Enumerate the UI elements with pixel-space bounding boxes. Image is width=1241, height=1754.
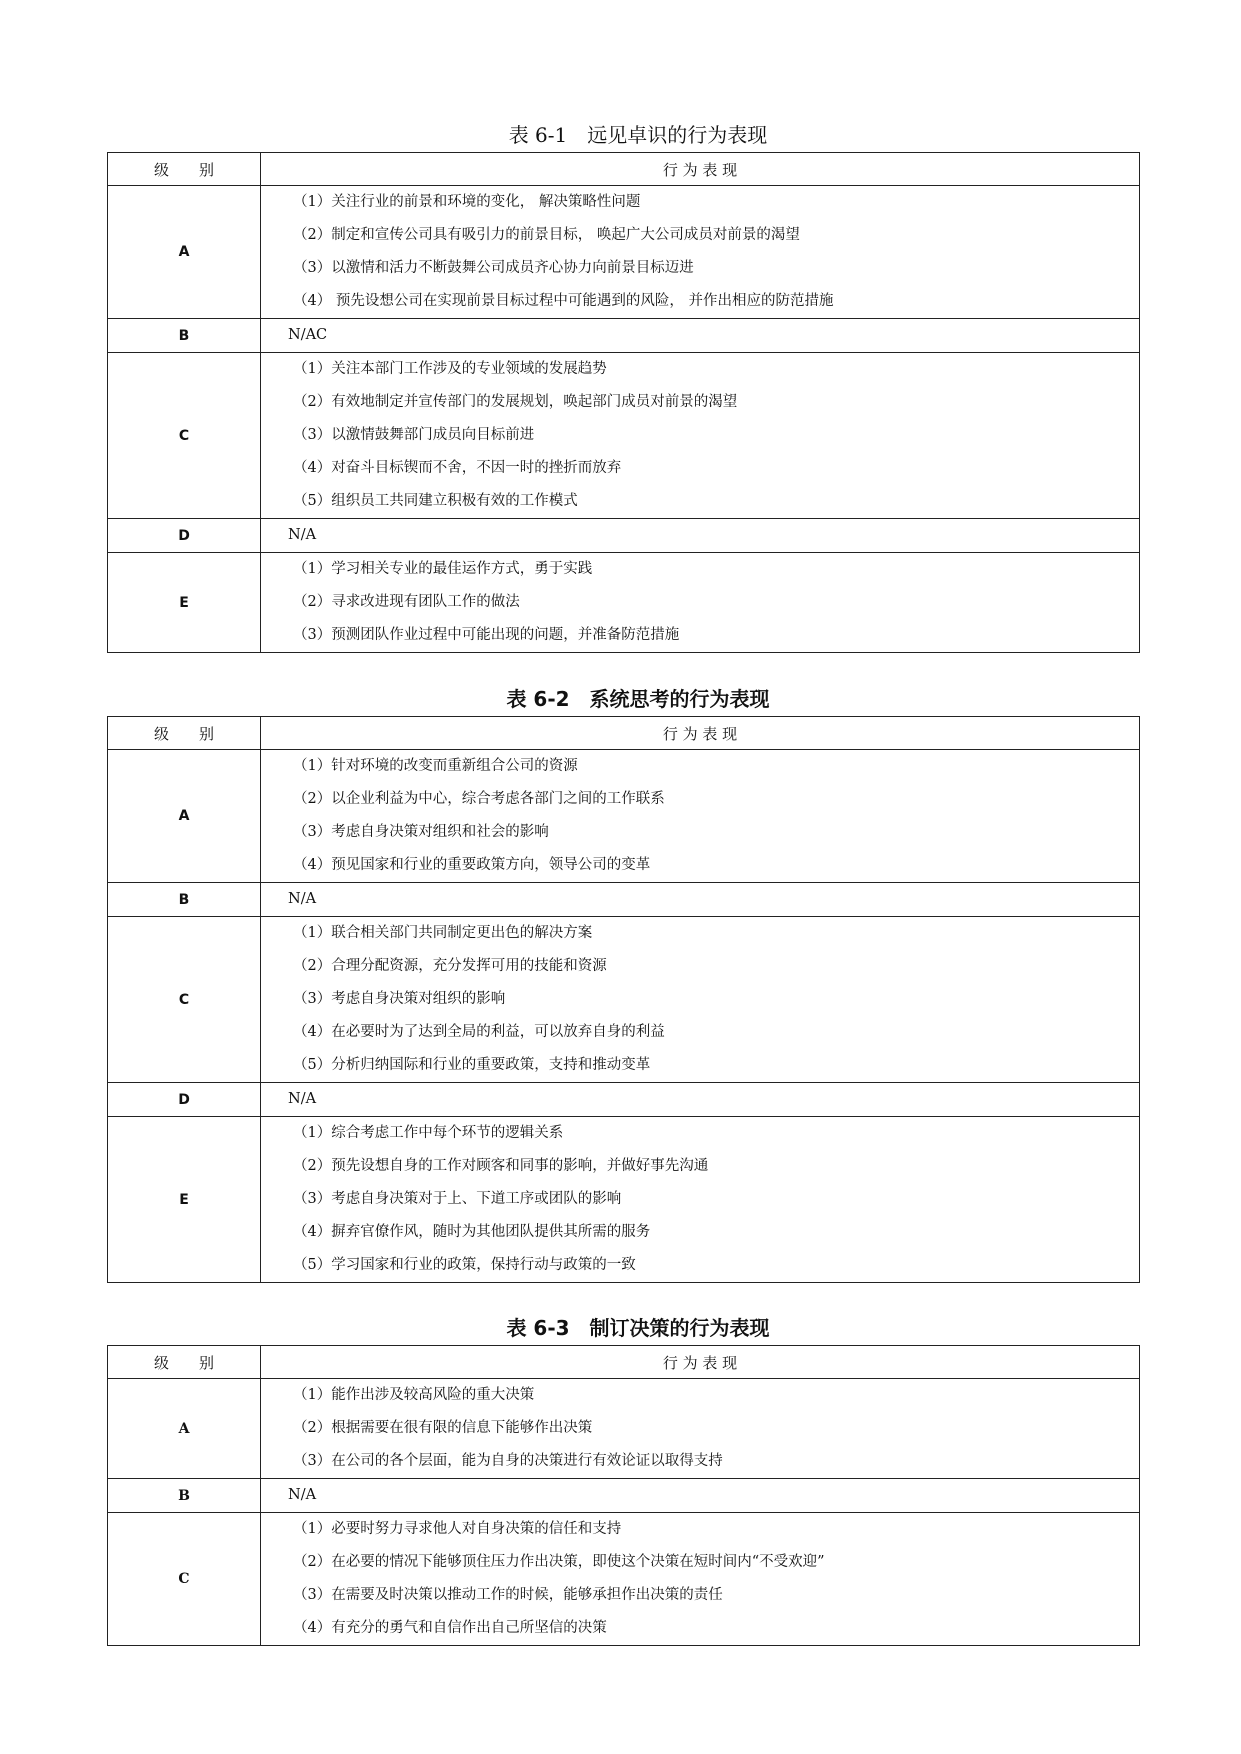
behavior-item: （2）寻求改进现有团队工作的做法	[293, 594, 520, 610]
level-cell: D	[108, 519, 261, 553]
table-row	[108, 1117, 1140, 1283]
behavior-cell: N/AC	[261, 319, 1140, 353]
behavior-item: （2）在必要的情况下能够顶住压力作出决策，即使这个决策在短时间内“不受欢迎”	[293, 1554, 825, 1570]
table-row	[108, 319, 1140, 353]
table-row	[108, 1513, 1140, 1646]
level-cell: B	[108, 883, 261, 917]
table-section-3	[107, 1311, 1139, 1646]
level-cell: E	[108, 1117, 261, 1283]
behavior-item: （4）有充分的勇气和自信作出自己所坚信的决策	[293, 1620, 607, 1636]
behavior-item: （3）在需要及时决策以推动工作的时候，能够承担作出决策的责任	[293, 1587, 723, 1603]
level-cell: E	[108, 553, 261, 653]
behavior-item: （2）合理分配资源，充分发挥可用的技能和资源	[293, 958, 607, 974]
behavior-item: （1）关注本部门工作涉及的专业领域的发展趋势	[293, 361, 607, 377]
table-caption: 表 6-2 系统思考的行为表现	[506, 687, 770, 711]
level-cell: A	[108, 1379, 261, 1479]
behavior-item: （4）对奋斗目标锲而不舍，不因一时的挫折而放弃	[293, 460, 622, 476]
behavior-item: （3）以激情鼓舞部门成员向目标前进	[293, 427, 535, 443]
behavior-item: （3）预测团队作业过程中可能出现的问题，并准备防范措施	[293, 627, 680, 643]
behavior-item: （4）预见国家和行业的重要政策方向，领导公司的变革	[293, 857, 651, 873]
behavior-item: （1）必要时努力寻求他人对自身决策的信任和支持	[293, 1521, 622, 1537]
behavior-item: （4）在必要时为了达到全局的利益，可以放弃自身的利益	[293, 1024, 665, 1040]
behavior-item: （5）组织员工共同建立积极有效的工作模式	[293, 493, 578, 509]
level-cell: C	[108, 917, 261, 1083]
behavior-cell	[261, 1117, 1140, 1283]
behavior-item: （2）有效地制定并宣传部门的发展规划，唤起部门成员对前景的渴望	[293, 394, 738, 410]
behavior-item: （3）考虑自身决策对组织和社会的影响	[293, 824, 549, 840]
level-cell: A	[108, 750, 261, 883]
behavior-item: （2）根据需要在很有限的信息下能够作出决策	[293, 1420, 593, 1436]
table-row	[108, 917, 1140, 1083]
behavior-cell	[261, 1379, 1140, 1479]
behavior-table	[107, 1345, 1140, 1646]
table-section-1	[107, 118, 1139, 653]
level-cell: C	[108, 1513, 261, 1646]
table-section-2	[107, 682, 1139, 1283]
behavior-item: （2）制定和宣传公司具有吸引力的前景目标， 唤起广大公司成员对前景的渴望	[293, 227, 800, 243]
table-row	[108, 186, 1140, 319]
behavior-item: （3）在公司的各个层面，能为自身的决策进行有效论证以取得支持	[293, 1453, 723, 1469]
behavior-cell: N/A	[261, 519, 1140, 553]
table-row	[108, 1379, 1140, 1479]
behavior-cell	[261, 353, 1140, 519]
behavior-item: （1）能作出涉及较高风险的重大决策	[293, 1387, 535, 1403]
table-caption: 表 6-3 制订决策的行为表现	[506, 1316, 770, 1340]
table-header-row	[108, 153, 1140, 186]
behavior-item: （2）以企业利益为中心，综合考虑各部门之间的工作联系	[293, 791, 665, 807]
header-behavior: 行 为 表 现	[261, 1346, 1140, 1379]
table-row	[108, 519, 1140, 553]
behavior-item: （3）考虑自身决策对组织的影响	[293, 991, 506, 1007]
table-row	[108, 883, 1140, 917]
level-cell: A	[108, 186, 261, 319]
behavior-cell	[261, 553, 1140, 653]
behavior-table	[107, 716, 1140, 1283]
behavior-item: （4） 预先设想公司在实现前景目标过程中可能遇到的风险， 并作出相应的防范措施	[293, 293, 834, 309]
behavior-item: （5）学习国家和行业的政策，保持行动与政策的一致	[293, 1257, 636, 1273]
behavior-item: （1）学习相关专业的最佳运作方式，勇于实践	[293, 561, 593, 577]
behavior-item: （1）联合相关部门共同制定更出色的解决方案	[293, 925, 593, 941]
behavior-cell: N/A	[261, 1479, 1140, 1513]
behavior-item: （2）预先设想自身的工作对顾客和同事的影响，并做好事先沟通	[293, 1158, 709, 1174]
table-row	[108, 750, 1140, 883]
behavior-cell	[261, 750, 1140, 883]
header-behavior: 行 为 表 现	[261, 153, 1140, 186]
level-cell: C	[108, 353, 261, 519]
table-row	[108, 1479, 1140, 1513]
behavior-item: （1）针对环境的改变而重新组合公司的资源	[293, 758, 578, 774]
behavior-item: （1）关注行业的前景和环境的变化， 解决策略性问题	[293, 194, 641, 210]
table-row	[108, 1083, 1140, 1117]
header-behavior: 行 为 表 现	[261, 717, 1140, 750]
table-row	[108, 353, 1140, 519]
level-cell: D	[108, 1083, 261, 1117]
header-level: 级 别	[108, 717, 261, 750]
behavior-item: （1）综合考虑工作中每个环节的逻辑关系	[293, 1125, 564, 1141]
behavior-item: （4）摒弃官僚作风，随时为其他团队提供其所需的服务	[293, 1224, 651, 1240]
level-cell: B	[108, 1479, 261, 1513]
behavior-cell: N/A	[261, 1083, 1140, 1117]
behavior-cell	[261, 917, 1140, 1083]
header-level: 级 别	[108, 153, 261, 186]
behavior-item: （5）分析归纳国际和行业的重要政策，支持和推动变革	[293, 1057, 651, 1073]
behavior-cell	[261, 1513, 1140, 1646]
level-cell: B	[108, 319, 261, 353]
table-row	[108, 553, 1140, 653]
table-caption: 表 6-1 远见卓识的行为表现	[508, 123, 768, 147]
table-header-row	[108, 717, 1140, 750]
behavior-cell: N/A	[261, 883, 1140, 917]
header-level: 级 别	[108, 1346, 261, 1379]
behavior-item: （3）以激情和活力不断鼓舞公司成员齐心协力向前景目标迈进	[293, 260, 694, 276]
table-header-row	[108, 1346, 1140, 1379]
behavior-table	[107, 152, 1140, 653]
behavior-cell	[261, 186, 1140, 319]
behavior-item: （3）考虑自身决策对于上、下道工序或团队的影响	[293, 1191, 622, 1207]
